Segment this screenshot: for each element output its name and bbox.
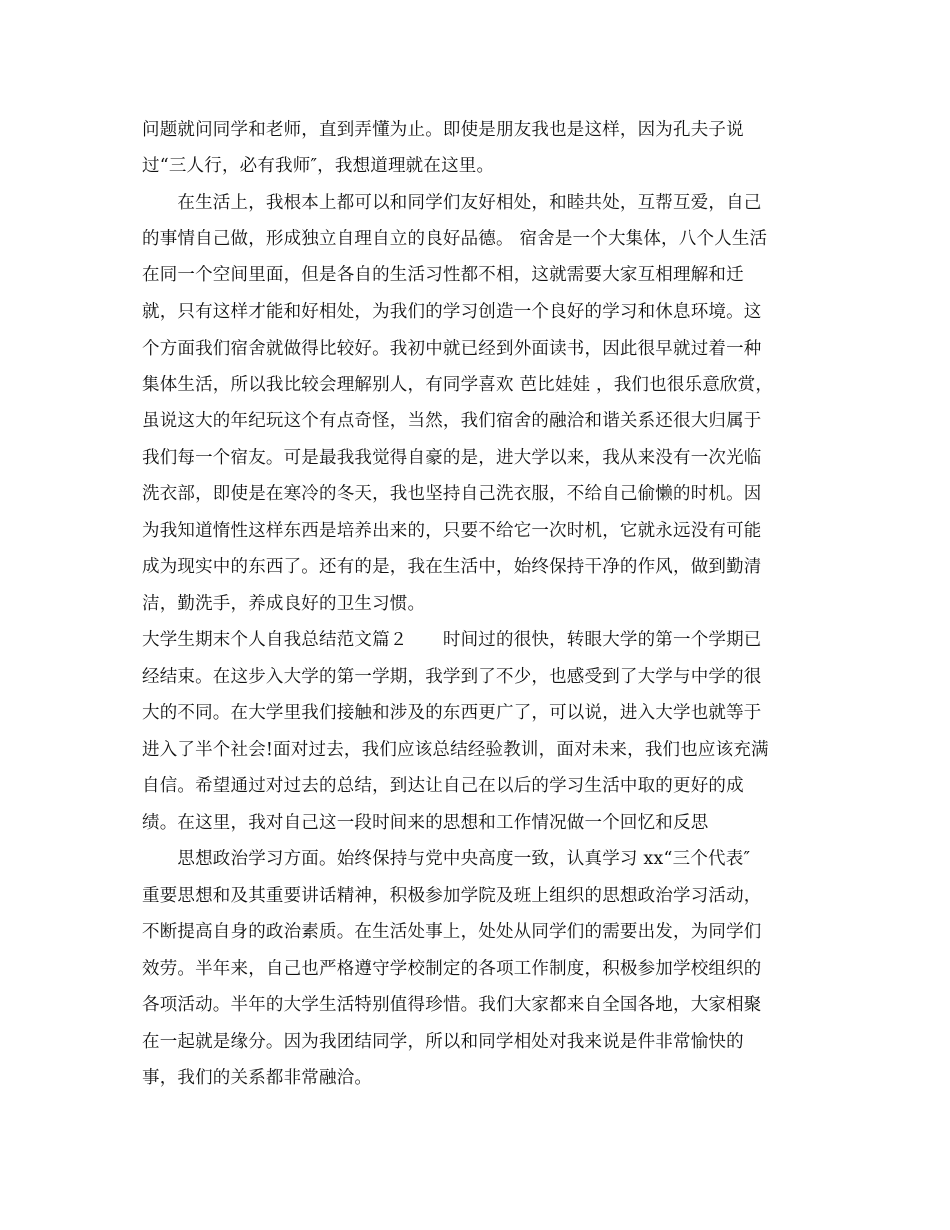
text-line: 的事情自己做，形成独立自理自立的良好品德。 宿舍是一个大集体，八个人生活 — [142, 229, 768, 249]
text-line: 洗衣部，即使是在寒冷的冬天，我也坚持自己洗衣服，不给自己偷懒的时机。因 — [142, 484, 762, 504]
text-line: 经结束。在这步入大学的第一学期，我学到了不少，也感受到了大学与中学的很 — [142, 667, 762, 687]
paragraph-start-line: 思想政治学习方面。始终保持与党中央高度一致，认真学习 xx“三个代表″ — [142, 849, 751, 869]
text-line: 成为现实中的东西了。还有的是，我在生活中，始终保持干净的作风，做到勤清 — [142, 557, 762, 577]
text-line: 各项活动。半年的大学生活特别值得珍惜。我们大家都来自全国各地，大家相聚 — [142, 995, 762, 1015]
text-line: 在同一个空间里面，但是各自的生活习性都不相，这就需要大家互相理解和迁 — [142, 265, 744, 285]
text-line: 个方面我们宿舍就做得比较好。我初中就已经到外面读书，因此很早就过着一种 — [142, 339, 762, 359]
text-line: 集体生活，所以我比较会理解别人，有同学喜欢 芭比娃娃 ，我们也很乐意欣赏， — [142, 375, 774, 395]
text-line: 事，我们的关系都非常融洽。 — [142, 1068, 373, 1088]
text-line: 绩。在这里，我对自己这一段时间来的思想和工作情况做一个回忆和反思 — [142, 813, 709, 833]
text-line: 效劳。半年来，自己也严格遵守学校制定的各项工作制度，积极参加学校组织的 — [142, 959, 762, 979]
text-line: 重要思想和及其重要讲话精神，积极参加学院及班上组织的思想政治学习活动， — [142, 886, 762, 906]
section-heading-line: 大学生期末个人自我总结范文篇２ 时间过的很快，转眼大学的第一个学期已 — [142, 630, 762, 650]
text-line: 不断提高自身的政治素质。在生活处事上，处处从同学们的需要出发，为同学们 — [142, 922, 762, 942]
text-line: 洁，勤洗手，养成良好的卫生习惯。 — [142, 594, 426, 614]
text-line: 进入了半个社会!面对过去，我们应该总结经验教训，面对未来，我们也应该充满 — [142, 740, 769, 760]
text-line: 大的不同。在大学里我们接触和涉及的东西更广了，可以说，进入大学也就等于 — [142, 703, 762, 723]
text-line: 虽说这大的年纪玩这个有点奇怪，当然，我们宿舍的融洽和谐关系还很大归属于 — [142, 411, 762, 431]
text-line: 自信。希望通过对过去的总结，到达让自己在以后的学习生活中取的更好的成 — [142, 776, 744, 796]
text-line: 问题就问同学和老师，直到弄懂为止。即使是朋友我也是这样，因为孔夫子说 — [142, 120, 744, 140]
text-line: 就，只有这样才能和好相处，为我们的学习创造一个良好的学习和休息环境。这 — [142, 302, 762, 322]
paragraph-start-line: 在生活上，我根本上都可以和同学们友好相处，和睦共处，互帮互爱，自己 — [142, 193, 762, 213]
text-line: 过“三人行，必有我师″，我想道理就在这里。 — [142, 156, 495, 176]
text-line: 在一起就是缘分。因为我团结同学，所以和同学相处对我来说是件非常愉快的 — [142, 1032, 744, 1052]
text-line: 我们每一个宿友。可是最我我觉得自豪的是，进大学以来，我从来没有一次光临 — [142, 448, 762, 468]
text-line: 为我知道惰性这样东西是培养出来的，只要不给它一次时机，它就永远没有可能 — [142, 521, 762, 541]
